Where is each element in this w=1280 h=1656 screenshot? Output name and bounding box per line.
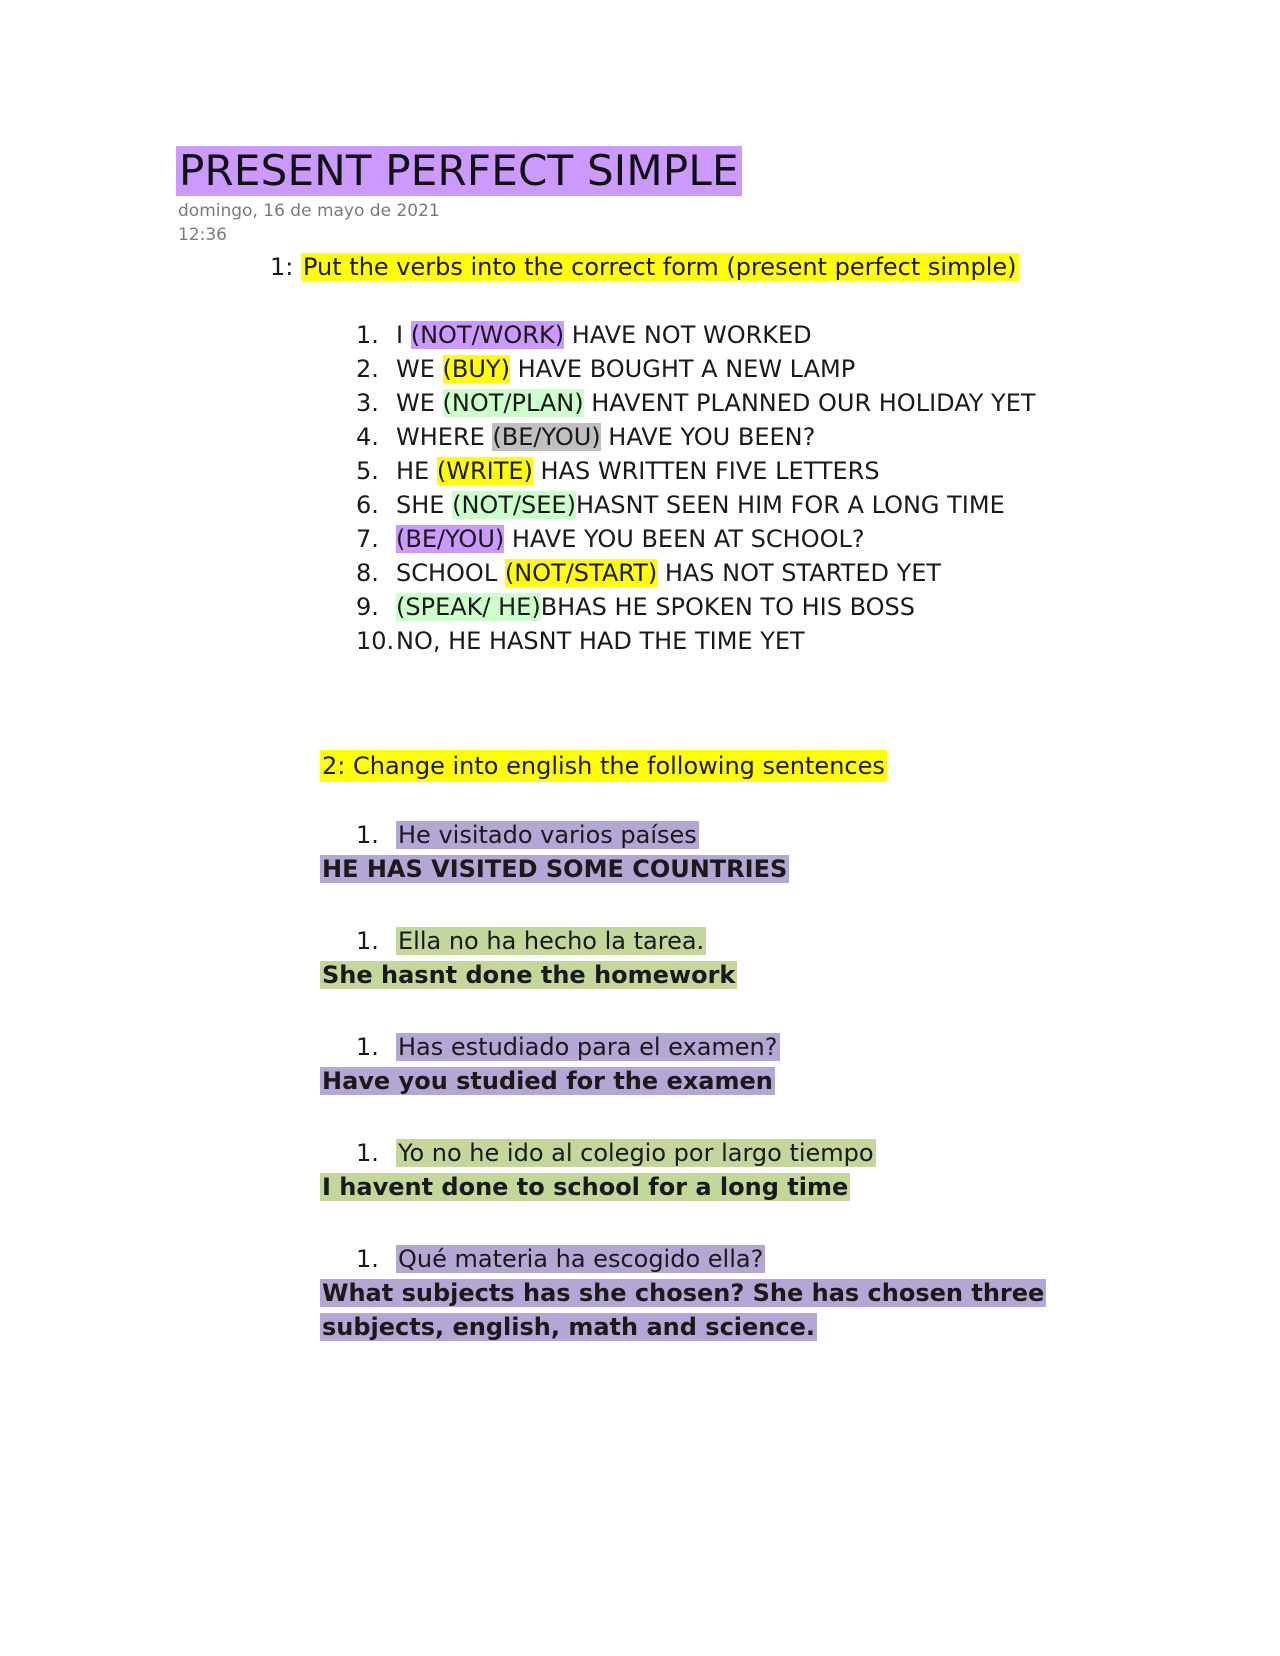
item-text-before: SCHOOL bbox=[396, 559, 505, 587]
item-number: 3. bbox=[356, 389, 379, 417]
item-number: 1. bbox=[356, 321, 379, 349]
item-answer: BHAS HE SPOKEN TO HIS BOSS bbox=[540, 593, 915, 621]
verb-hint: (NOT/WORK) bbox=[410, 321, 565, 349]
item-answer: HAS NOT STARTED YET bbox=[657, 559, 942, 587]
spanish-sentence: Has estudiado para el examen? bbox=[398, 1033, 778, 1061]
list-item bbox=[356, 488, 1005, 522]
list-item bbox=[356, 454, 880, 488]
item-text-before: I bbox=[396, 321, 411, 349]
item-number: 8. bbox=[356, 559, 379, 587]
translation-question bbox=[356, 818, 699, 852]
item-text-before: HE bbox=[396, 457, 437, 485]
item-answer: HAVE NOT WORKED bbox=[564, 321, 812, 349]
english-answer: She hasnt done the homework bbox=[322, 961, 736, 989]
item-number: 10. bbox=[356, 627, 395, 655]
section1-heading-text: Put the verbs into the correct form (present perfect simple) bbox=[302, 253, 1017, 281]
item-number: 1. bbox=[356, 1139, 379, 1167]
item-number: 9. bbox=[356, 593, 379, 621]
item-answer: HAS WRITTEN FIVE LETTERS bbox=[532, 457, 880, 485]
spanish-sentence: Qué materia ha escogido ella? bbox=[398, 1245, 764, 1273]
english-answer: What subjects has she chosen? She has chosen three subjects, english, math and science. bbox=[322, 1279, 1045, 1341]
item-text-before: SHE bbox=[396, 491, 453, 519]
english-answer: Have you studied for the examen bbox=[322, 1067, 773, 1095]
item-number: 5. bbox=[356, 457, 379, 485]
list-item bbox=[356, 522, 865, 556]
section1-prefix: 1: bbox=[270, 253, 301, 281]
item-answer: HAVE BOUGHT A NEW LAMP bbox=[509, 355, 856, 383]
item-number: 6. bbox=[356, 491, 379, 519]
spanish-sentence: Yo no he ido al colegio por largo tiempo bbox=[398, 1139, 874, 1167]
translation-answer bbox=[320, 852, 789, 886]
section1-heading bbox=[270, 252, 1019, 282]
page-time: 12:36 bbox=[178, 225, 227, 245]
spanish-sentence: Ella no ha hecho la tarea. bbox=[398, 927, 705, 955]
page-date: domingo, 16 de mayo de 2021 bbox=[178, 201, 440, 221]
verb-hint: (SPEAK/ HE) bbox=[396, 593, 541, 621]
list-item bbox=[356, 624, 805, 658]
list-item bbox=[356, 420, 815, 454]
section2-heading: 2: Change into english the following sentences bbox=[322, 752, 885, 780]
item-number: 2. bbox=[356, 355, 379, 383]
item-number: 7. bbox=[356, 525, 379, 553]
item-number: 1. bbox=[356, 1245, 379, 1273]
english-answer: HE HAS VISITED SOME COUNTRIES bbox=[322, 855, 788, 883]
list-item bbox=[356, 318, 812, 352]
translation-question bbox=[356, 1242, 765, 1276]
list-item bbox=[356, 352, 855, 386]
item-text-before: WE bbox=[396, 389, 443, 417]
translation-question bbox=[356, 924, 706, 958]
translation-question bbox=[356, 1030, 780, 1064]
verb-hint: (BUY) bbox=[442, 355, 510, 383]
verb-hint: (WRITE) bbox=[436, 457, 533, 485]
list-item bbox=[356, 590, 915, 624]
item-number: 4. bbox=[356, 423, 379, 451]
verb-hint: (BE/YOU) bbox=[492, 423, 601, 451]
verb-hint: (NOT/START) bbox=[504, 559, 658, 587]
list-item bbox=[356, 386, 1036, 420]
verb-hint: (BE/YOU) bbox=[396, 525, 505, 553]
translation-answer bbox=[320, 958, 737, 992]
item-answer: HASNT SEEN HIM FOR A LONG TIME bbox=[575, 491, 1005, 519]
spanish-sentence: He visitado varios países bbox=[398, 821, 697, 849]
verb-hint: (NOT/PLAN) bbox=[442, 389, 584, 417]
list-item bbox=[356, 556, 941, 590]
item-answer: HAVE YOU BEEN? bbox=[600, 423, 816, 451]
item-text-before: NO, HE HASNT HAD THE TIME YET bbox=[396, 627, 805, 655]
item-answer: HAVE YOU BEEN AT SCHOOL? bbox=[504, 525, 865, 553]
translation-question bbox=[356, 1136, 876, 1170]
item-number: 1. bbox=[356, 1033, 379, 1061]
item-number: 1. bbox=[356, 821, 379, 849]
verb-hint: (NOT/SEE) bbox=[452, 491, 576, 519]
item-answer: HAVENT PLANNED OUR HOLIDAY YET bbox=[583, 389, 1036, 417]
item-number: 1. bbox=[356, 927, 379, 955]
translation-answer bbox=[320, 1064, 775, 1098]
translation-answer bbox=[320, 1170, 850, 1204]
english-answer: I havent done to school for a long time bbox=[322, 1173, 849, 1201]
translation-answer bbox=[320, 1276, 1080, 1344]
item-text-before: WE bbox=[396, 355, 443, 383]
item-text-before: WHERE bbox=[396, 423, 493, 451]
page-title: PRESENT PERFECT SIMPLE bbox=[176, 146, 742, 196]
